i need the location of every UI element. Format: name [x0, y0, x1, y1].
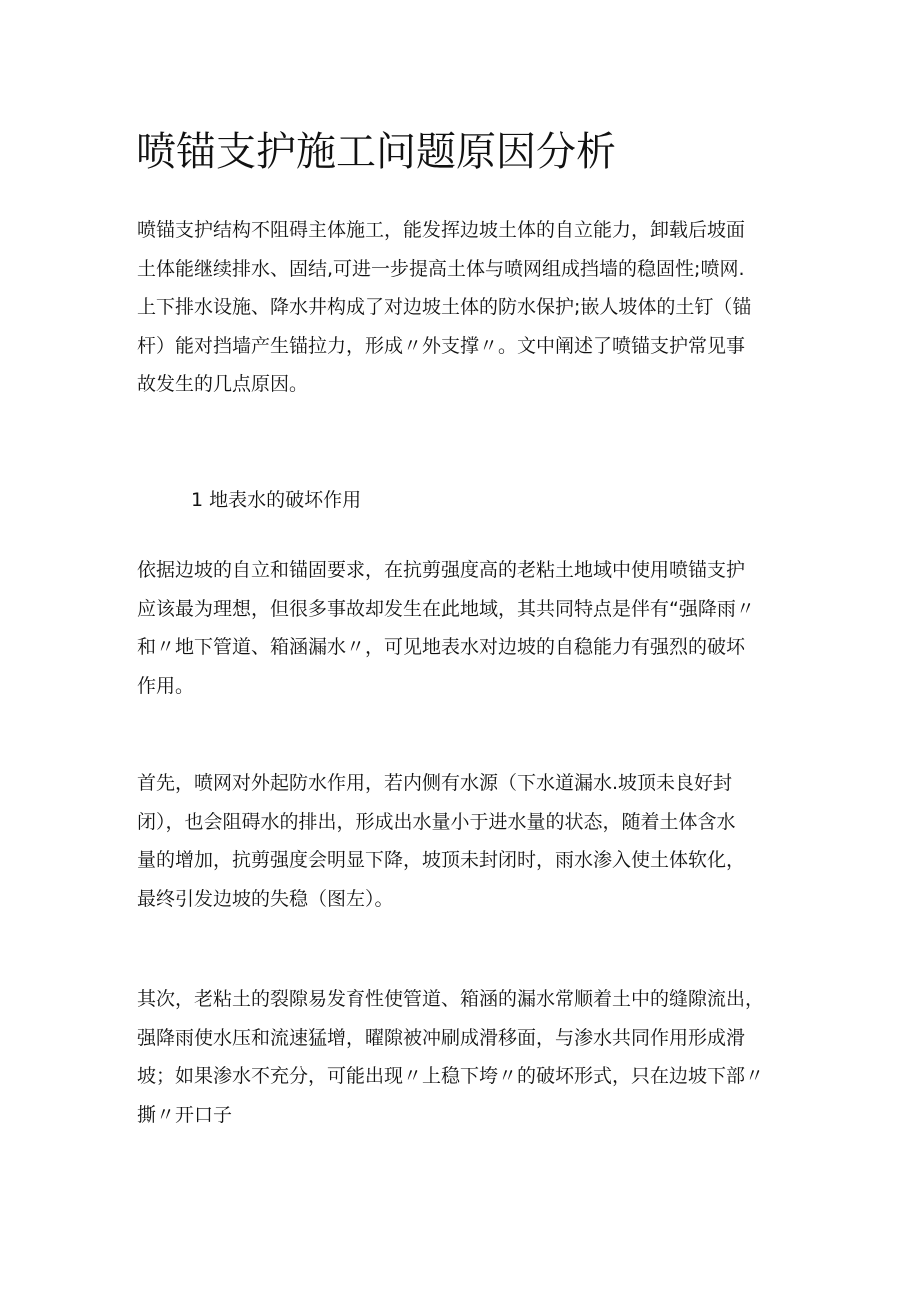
body-paragraph-3	[137, 980, 797, 1134]
intro-paragraph	[137, 211, 797, 404]
text-line: 和〃地下管道、箱涵漏水〃，可见地表水对边坡的自稳能力有强烈的破坏	[137, 636, 746, 658]
text-line: 量的增加，抗剪强度会明显下降，坡顶未封闭时，雨水渗入使土体软化，	[137, 849, 746, 871]
text-line: 杆）能对挡墙产生锚拉力，形成〃外支撑〃。文中阐述了喷锚支护常见事	[137, 334, 746, 357]
text-line: 故发生的几点原因。	[137, 373, 309, 395]
text-line: 强降雨使水压和流速猛增，曜隙被冲刷成滑移面，与渗水共同作用形成滑	[137, 1026, 746, 1049]
text-line: 闭），也会阻碍水的排出，形成出水量小于进水量的状态，随着土体含水	[137, 810, 736, 833]
text-line: 其次，老粘土的裂隙易发育性使管道、箱涵的漏水常顺着土中的缝隙流出，	[137, 988, 765, 1010]
section-heading: 1 地表水的破坏作用	[191, 489, 362, 511]
text-line: 喷锚支护结构不阻碍主体施工，能发挥边坡土体的自立能力，卸载后坡面	[137, 219, 746, 241]
text-line: 坡；如果渗水不充分，可能出现〃上稳下垮〃的破坏形式，只在边坡下部〃	[137, 1065, 765, 1087]
text-line: 首先，喷网对外起防水作用，若内侧有水源（下水道漏水.坡顶未良好封	[137, 772, 733, 794]
text-line: 依据边坡的自立和锚固要求，在抗剪强度高的老粘土地域中使用喷锚支护	[137, 559, 746, 581]
body-paragraph-1	[137, 551, 797, 705]
text-line: 撕〃开口子	[137, 1103, 233, 1126]
text-line: 最终引发边坡的失稳（图左）。	[137, 887, 394, 910]
text-line: 上下排水设施、降水井构成了对边坡土体的防水保护;嵌人坡体的土钉（锚	[137, 296, 752, 318]
text-line: 作用。	[137, 674, 195, 697]
text-line: 土体能继续排水、固结,可进一步提高土体与喷网组成挡墙的稳固性;喷网.	[137, 257, 745, 280]
text-line: 应该最为理想，但很多事故却发生在此地域，其共同特点是伴有“强降雨〃	[137, 597, 755, 620]
body-paragraph-2	[137, 764, 797, 918]
document-title: 喷锚支护施工问题原因分析	[136, 129, 616, 175]
